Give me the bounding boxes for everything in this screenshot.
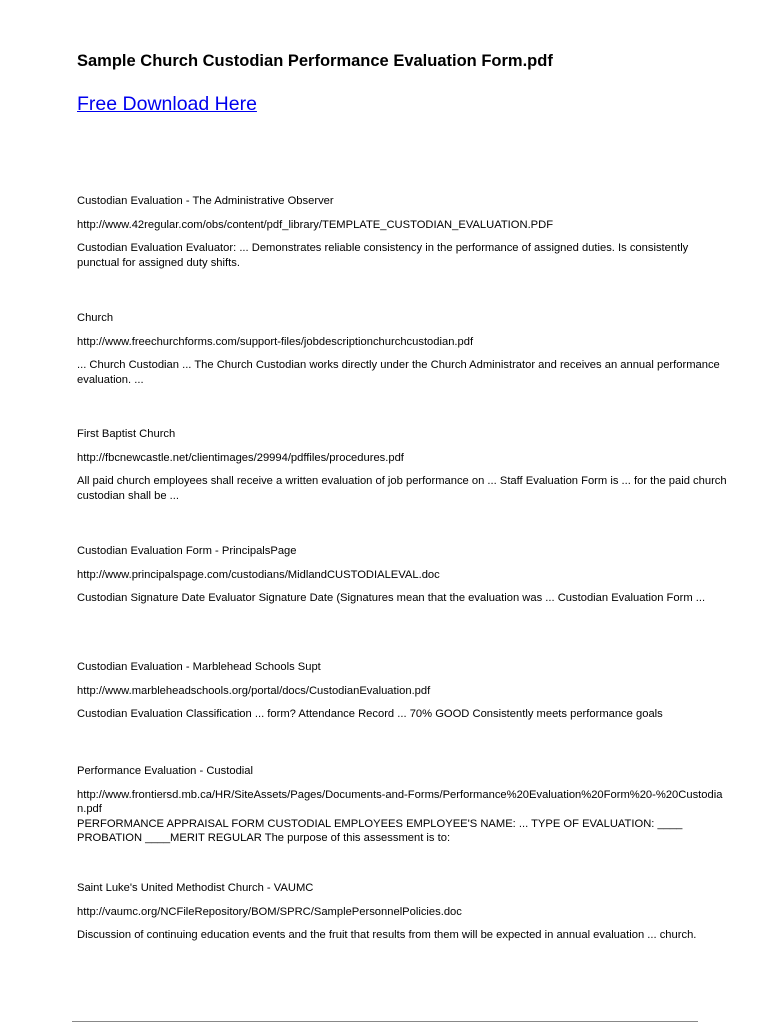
document-title: Sample Church Custodian Performance Evaluation Form.pdf [77,52,553,70]
entry-description: Custodian Evaluation Evaluator: ... Demonstrates reliable consistency in the performance of assigned duties. Is consistently punctual for assigned duty shifts. [77,242,689,269]
entry-title: Custodian Evaluation Form - PrincipalsPage [77,545,297,557]
entry-title: Church [77,312,114,324]
entry-description: ... Church Custodian ... The Church Custodian works directly under the Church Administrator and receives an annual performance evaluation. ... [77,359,720,386]
result-entry [77,311,727,387]
footer-divider [72,1021,698,1022]
entry-url[interactable]: http://www.freechurchforms.com/support-files/jobdescriptionchurchcustodian.pdf [77,335,474,348]
entry-description: Custodian Evaluation Classification ... form? Attendance Record ... 70% GOOD Consistently meets performance goals [77,708,663,720]
entry-title: Performance Evaluation - Custodial [77,765,253,777]
result-entry [77,764,727,846]
free-download-link[interactable]: Free Download Here [77,93,257,115]
entry-description: PERFORMANCE APPRAISAL FORM CUSTODIAL EMPLOYEES EMPLOYEE'S NAME: ... TYPE OF EVALUATION: ____ PROBATION ____MERIT REGULAR The purpose of this assessment is to: [77,817,683,844]
entry-url[interactable]: http://fbcnewcastle.net/clientimages/29994/pdffiles/procedures.pdf [77,451,404,464]
entry-description: Custodian Signature Date Evaluator Signature Date (Signatures mean that the evaluation was ... Custodian Evaluation Form ... [77,592,706,604]
entry-url[interactable]: http://vaumc.org/NCFileRepository/BOM/SPRC/SamplePersonnelPolicies.doc [77,905,462,918]
entry-description: All paid church employees shall receive a written evaluation of job performance on ... Staff Evaluation Form is ... for the paid church custodian shall be ... [77,475,727,502]
result-entry [77,881,727,943]
result-entry [77,660,727,722]
entry-title: First Baptist Church [77,428,176,440]
entry-title: Custodian Evaluation - Marblehead Schools Supt [77,661,321,673]
result-entry [77,427,727,503]
entry-url[interactable]: http://www.principalspage.com/custodians/MidlandCUSTODIALEVAL.doc [77,568,440,581]
entry-url[interactable]: http://www.marbleheadschools.org/portal/docs/CustodianEvaluation.pdf [77,684,431,697]
entry-url[interactable]: http://www.42regular.com/obs/content/pdf_library/TEMPLATE_CUSTODIAN_EVALUATION.PDF [77,218,554,231]
entry-title: Custodian Evaluation - The Administrative Observer [77,195,334,207]
entry-title: Saint Luke's United Methodist Church - VAUMC [77,882,314,894]
result-entry [77,544,727,606]
result-entry [77,194,727,270]
entry-description: Discussion of continuing education events and the fruit that results from them will be expected in annual evaluation ... church. [77,929,697,941]
entry-url[interactable]: http://www.frontiersd.mb.ca/HR/SiteAssets/Pages/Documents-and-Forms/Performance%20Evaluation%20Form%20-%20Custodian.pdf [77,788,723,815]
